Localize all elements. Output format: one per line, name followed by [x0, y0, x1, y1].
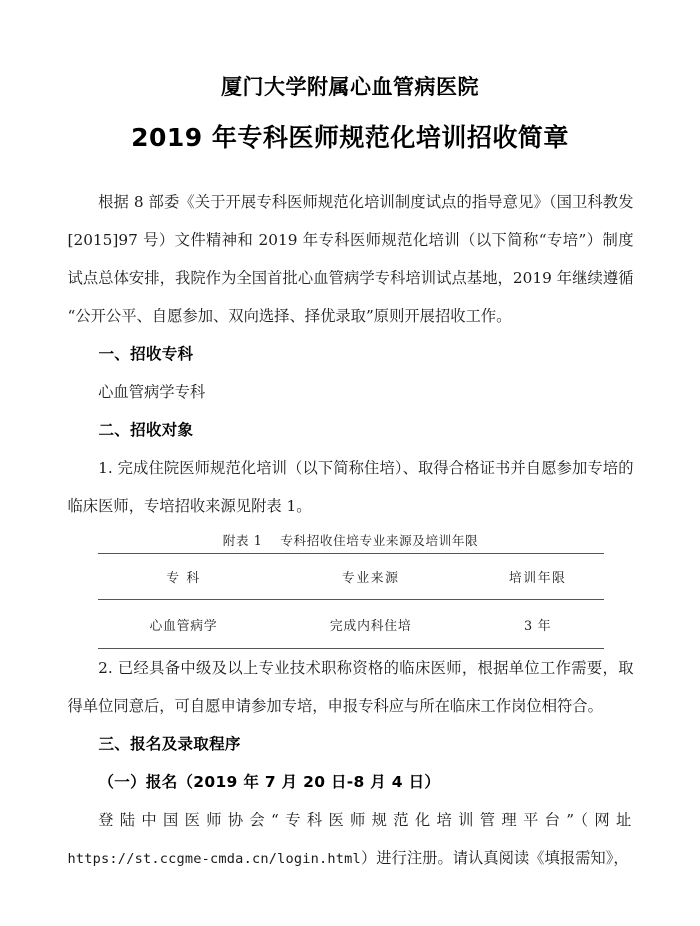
table-cell-duration: 3 年: [472, 600, 604, 649]
table-caption-label: 附表 1: [222, 533, 263, 548]
registration-text-after-url: ）进行注册。请认真阅读《填报需知》，: [360, 849, 629, 867]
table-header-source: 专业来源: [270, 554, 472, 600]
intro-paragraph: 根据 8 部委《关于开展专科医师规范化培训制度试点的指导意见》（国卫科教发[2015]97 号）文件精神和 2019 年专科医师规范化培训（以下简称“专培”）制度试点总体安排，我院作为全国首批心血管病学专科培训试点基地，2019 年继续遵循“公开公平、自愿参加、双向选择、择优录取”原则开展招收工作。: [67, 193, 634, 325]
section-1-content: 心血管病学专科: [98, 383, 206, 401]
table-head: [98, 554, 604, 600]
table-cell-source: 完成内科住培: [270, 600, 472, 649]
registration-url[interactable]: https://st.ccgme-cmda.cn/login.html: [67, 851, 361, 867]
attachment-table-wrap: [98, 525, 604, 649]
admission-item-2: 2. 已经具备中级及以上专业技术职称资格的临床医师，根据单位工作需要，取得单位同意后，可自愿申请参加专培，申报专科应与所在临床工作岗位相符合。: [67, 659, 634, 715]
section-heading-2: 二、招收对象: [98, 421, 194, 439]
table-header-specialty: 专 科: [98, 554, 270, 600]
section-heading-3: 三、报名及录取程序: [98, 735, 241, 753]
registration-text-before-url: 登陆中国医师协会“专科医师规范化培训管理平台”（网址: [98, 811, 634, 829]
document-body: [67, 155, 634, 878]
section-3-sub-heading: （一）报名（2019 年 7 月 20 日-8 月 4 日）: [98, 773, 441, 791]
page-title-hospital: 厦门大学附属心血管病医院: [221, 75, 479, 99]
admission-item-1: 1. 完成住院医师规范化培训（以下简称住培）、取得合格证书并自愿参加专培的临床医师，专培招收来源见附表 1。: [67, 459, 634, 515]
table-cell-specialty: 心血管病学: [98, 600, 270, 649]
table-header-row: [98, 554, 604, 600]
table-row: [98, 600, 604, 649]
table-caption: [98, 531, 604, 553]
page-title-main: 2019 年专科医师规范化培训招收简章: [131, 123, 569, 152]
table-body: [98, 600, 604, 649]
attachment-table: [98, 553, 604, 649]
registration-paragraph: [68, 801, 634, 878]
table-header-duration: 培训年限: [472, 554, 604, 600]
table-caption-title: 专科招收住培专业来源及培训年限: [280, 533, 479, 548]
section-heading-1: 一、招收专科: [98, 345, 194, 363]
